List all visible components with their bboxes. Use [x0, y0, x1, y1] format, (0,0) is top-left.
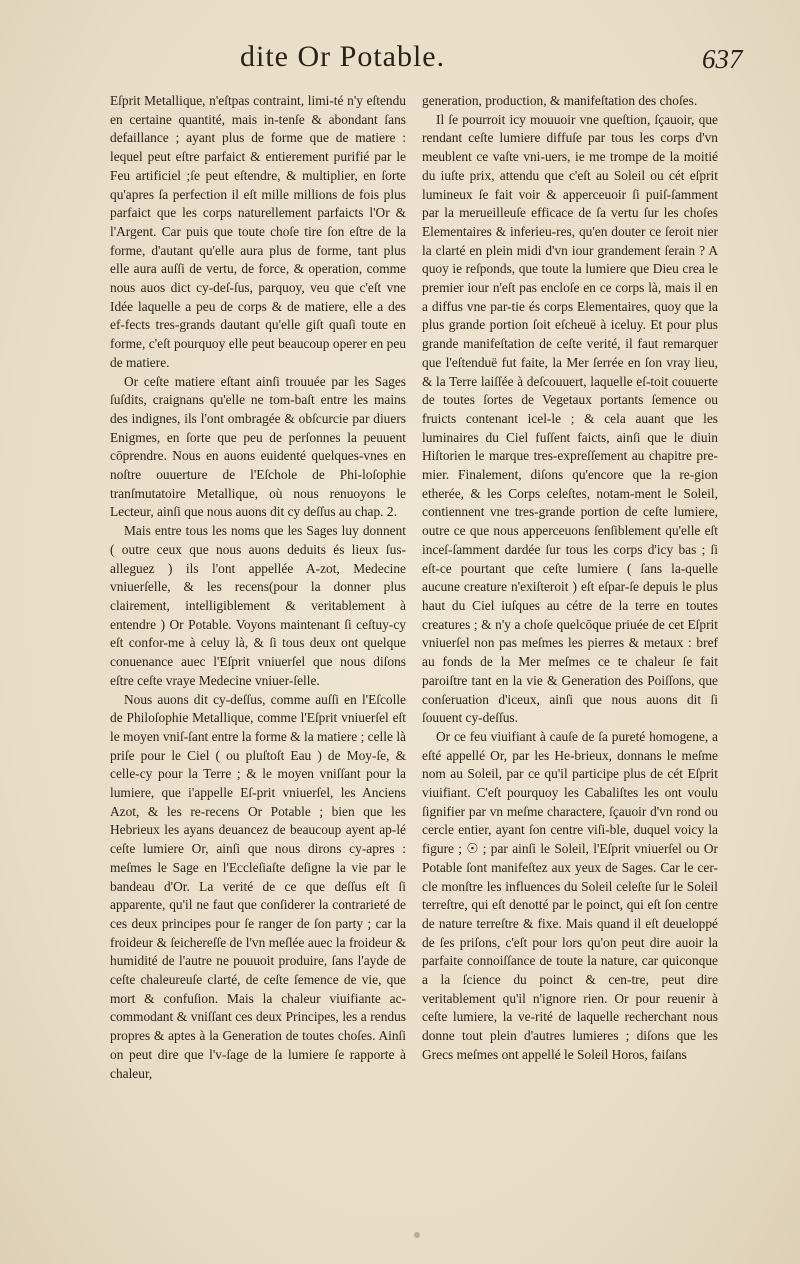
- page-number: 637: [702, 44, 743, 74]
- paragraph: Or ce feu viuifiant à cauſe de ſa pureté homogene, a eſté appellé Or, par les He-brieux, donnans le meſme nom au Soleil, par ce qu'il participe plus de cét Eſprit viuifiant. C'eſt pourquoy les Cabaliſtes les ont voulu ſignifier par vn meſme charactere, ſçauoir d'vn rond ou cercle entier, ayant ſon centre viſi-ble, duquel voicy la figure ; ☉ ; par ainſi le Soleil, l'Eſprit vniuerſel ou Or Potable ſont manifeſtez aux yeux de Sages. Car le cer-cle monſtre les influences du Soleil celeſte ſur le Soleil terreſtre, qui eſt denotté par le poinct, qui eſt ſon centre de nature terreſtre & fixe. Mais quand il eſt deueloppé de ſes priſons, c'eſt pour lors qu'on peut dire auoir la parfaite connoiſſance de toute la nature, car quiconque a la ſcience du poinct & cen-tre, peut dire veritablement qu'il n'ignore rien. Or pour reuenir à ceſte lumiere, la ve-rité de laquelle recherchant nous donne tout plein d'autres lumieres ; diſons que les Grecs meſmes ont appellé le Soleil Horos, faiſans: [422, 728, 718, 1062]
- running-head-title: dite Or Potable.: [240, 40, 446, 73]
- paragraph: Il ſe pourroit icy mouuoir vne queſtion, ſçauoir, que rendant ceſte lumiere diffuſe par tous les corps d'vn meublent ce vaſte vni-uers, ie me trompe de la moitié du iuſte prix, attendu que c'eſt au Soleil ou cét eſprit lumineux ſe fait voir & apperceuoir ſi puiſ-ſamment par la merueilleuſe efficace de ſa vertu ſur les choſes Elementaires & inferieu-res, qu'en douter ce ſeroit nier la clarté en plein midi d'vn iour grandement ſerain ? A quoy ie reſponds, que toute la lumiere que Dieu crea le premier iour n'eſt pas encloſe en ce corps là, mais il en a diffus vne par-tie és corps Elementaires, quoy que la plus grande portion ſoit eſcheuë à iceluy. Et pour plus grande manifeſtation de ceſte verité, il faut remarquer que l'eſtenduë fut faite, la Mer ſerrée en ſon vray lieu, & la Terre laiſſée à deſcouuert, laquelle eſ-toit couuerte de toutes ſortes de Vegetaux portants ſemence ou fruicts contenant icel-le ; & cela auant que les luminaires du Ciel fuſſent faicts, ainſi que le diuin Hiſtorien le marque tres-expreſſement au chapitre pre-mier. Finalement, diſons qu'encore que la re-gion etherée, & les Corps celeſtes, notam-ment le Soleil, contiennent vne tres-grande portion de ceſte lumiere, outre ce que nous apperceuons ſenſiblement qu'elle eſt inceſ-ſamment dardée ſur tous les corps d'icy bas ; ſi eſt-ce pourtant que ceſte lumiere ( ſans la-quelle aucune creature n'exiſteroit ) eſt eſpar-ſe depuis le plus haut du Ciel iuſques au cétre de la terre en toutes creatures ; & n'y a choſe quelcōque priuée de cet Eſprit vniuerſel non pas meſmes les pierres & metaux : bref au fonds de la Mer meſmes ce te chaleur ſe fait paroiſtre tant en la vie & Generation des Poiſſons, que conſeruation d'iceux, ainſi que nous auons dit ſi ſouuent cy-deſſus.: [422, 111, 718, 726]
- paragraph: Eſprit Metallique, n'eſtpas contraint, limi-té n'y eſtendu en certaine quantité, mais in-tenſe & abondant ſans defaillance ; ayant plus de forme que de matiere : lequel peut eſtre parfaict & entierement purifié par le Feu artificiel ;ſe peut eſtendre, & multiplier, en ſorte qu'apres ſa perfection il eſt mille millions de fois plus parfaict que les corps naturellement parfaicts l'Or & l'Argent. Car puis que toute choſe tire ſon eſtre de la forme, d'autant qu'elle aura plus de forme, tant plus elle aura auſſi de vertu, de force, & operation, comme nous auos dict cy-deſ-ſus, parquoy, veu que c'eſt vne Idée laquelle a peu de corps & de matiere, elle a des ef-fects tres-grands dautant qu'elle giſt quaſi toute en forme, c'eſt pourquoy elle peut beaucoup operer en peu de matiere.: [110, 93, 406, 370]
- paragraph: Or ceſte matiere eſtant ainſi trouuée par les Sages ſuſdits, craignans qu'elle ne tom-baſt entre les mains des indignes, ils l'ont ombragée & obſcurcie par diuers Enigmes, en ſorte que peu de perſonnes la peuuent cōprendre. Nous en auons euidenté quelques-vnes en noſtre ouuerture de l'Eſchole de Phi-loſophie tranſmutatoire Metallique, où nous renuoyons le Lecteur, ainſi que nous auons dit cy deſſus au chap. 2.: [110, 373, 406, 520]
- paragraph: Mais entre tous les noms que les Sages luy donnent ( outre ceux que nous auons deduits és lieux ſus-alleguez ) ils l'ont appellée A-zot, Medecine vniuerſelle, & les recens(pour la donner plus clairement, intelligiblement & veritablement à entendre ) Or Potable. Voyons maintenant ſi ceſtuy-cy eſt confor-me à celuy là, & ſi tous deux ont quelque conuenance auec l'Eſprit vniuerſel que nous diſons eſtre ceſte vraye Medecine vniuer-ſelle.: [110, 523, 406, 688]
- paragraph: Nous auons dit cy-deſſus, comme auſſi en l'Eſcolle de Philoſophie Metallique, comme l'Eſprit vniuerſel eſt le moyen vniſ-ſant entre la forme & la matiere ; celle là priſe pour le Ciel ( ou pluſtoſt Eau ) de Moy-ſe, & celle-cy pour la Terre ; & le moyen vniſſant pour la lumiere, que i'appelle Eſ-prit vniuerſel, les Anciens Azot, & les re-recens Or Potable ; bien que les Hebrieux les ayans deuancez de beaucoup ayent ap-lé ceſte lumiere Or, ainſi que nous dirons cy-apres : meſmes le Sage en l'Eccleſiaſte deſigne la vie par le bandeau d'Or. La verité de ce que deſſus eſt ſi apparente, qu'il ne faut que conſiderer la contrarieté de ces deux principes pour ſe ranger de ſon party ; car la froideur & ſeichereſſe de l'vn meſlée auec la froideur & humidité de l'autre ne pouuoit produire, ſans l'ayde de ceſte chaleureuſe clarté, de ceſte ſemence de vie, que mort & confuſion. Mais la chaleur viuifiante ac-commodant & vniſſant ces deux Principes, les a rendus propres & aptes à la Generation de toutes choſes. Ainſi on peut dire que l'v-ſage de la lumiere ſe rapporte à chaleur,: [110, 691, 406, 1081]
- right-column: [422, 92, 718, 1065]
- left-column: [110, 92, 406, 1083]
- paper-blemish: [414, 1232, 420, 1238]
- paragraph: generation, production, & manifeſtation des choſes.: [422, 93, 698, 108]
